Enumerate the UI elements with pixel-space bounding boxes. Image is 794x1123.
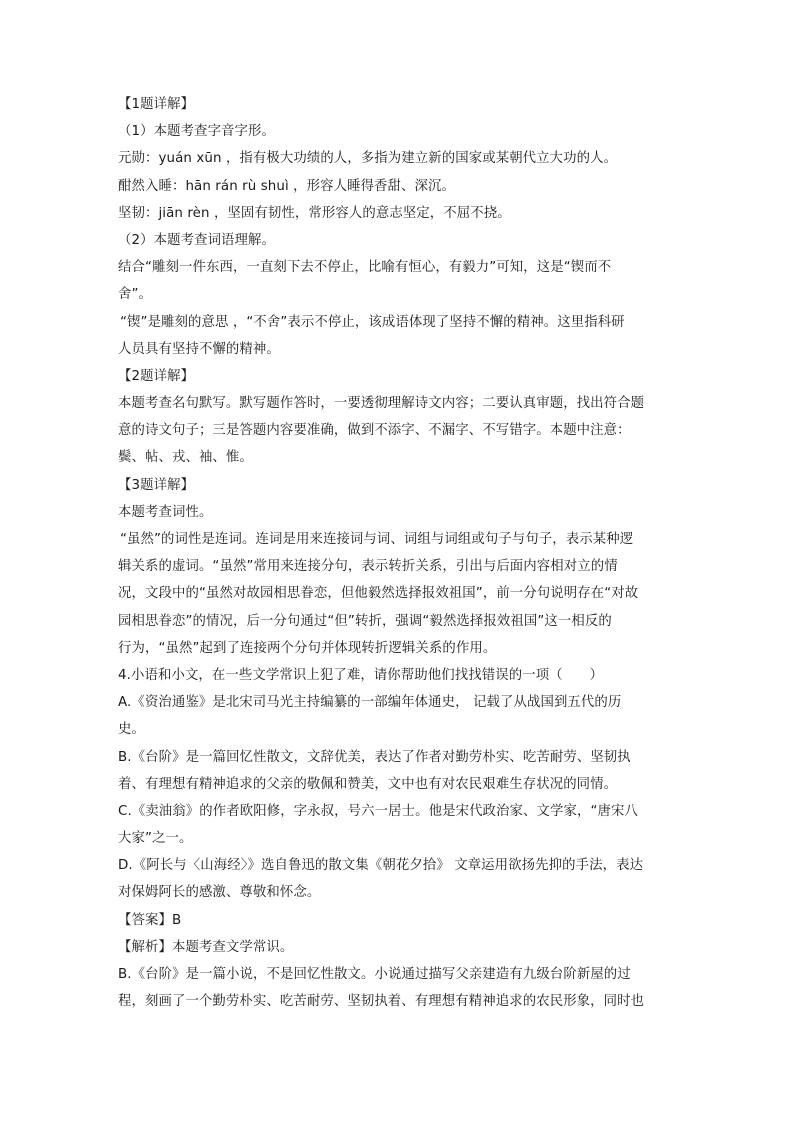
option-b-cont: 着、有理想有精神追求的父亲的敬佩和赞美，文中也有对农民艰难生存状况的同情。 [118, 776, 618, 792]
text-line: 鬓、帖、戎、袖、惟。 [118, 450, 253, 466]
section-heading-q1: 【1题详解】 [118, 97, 195, 112]
section-heading-q3: 【3题详解】 [118, 477, 195, 493]
option-d: D.《阿长与〈山海经〉》选自鲁迅的散文集《朝花夕拾》 文章运用欲扬先抑的手法，表达 [118, 858, 644, 874]
text-line: 本题考查词性。 [118, 504, 213, 520]
text-line: 坚韧：jiān rèn ，坚固有韧性，常形容人的意志坚定，不屈不挠。 [118, 205, 511, 221]
text-line: 况，文段中的“虽然对故园相思眷恋，但他毅然选择报效祖国”，前一分句说明存在“对故 [118, 586, 639, 602]
option-a: A.《资治通鉴》是北宋司马光主持编纂的一部编年体通史， 记载了从战国到五代的历 [118, 695, 622, 711]
option-c: C.《卖油翁》的作者欧阳修，字永叔，号六一居士。他是宋代政治家、文学家，“唐宋八 [118, 803, 638, 819]
text-line: 舍”。 [118, 287, 153, 303]
section-heading-q2: 【2题详解】 [118, 368, 195, 384]
text-line: （1）本题考查字音字形。 [118, 124, 276, 140]
question-4-stem: 4.小语和小文，在一些文学常识上犯了难，请你帮助他们找找错误的一项（ ） [118, 667, 604, 683]
text-line: “虽然”的词性是连词。连词是用来连接词与词、词组与词组或句子与句子，表示某种逻 [120, 532, 634, 547]
text-line: 酣然入睡：hān rán rù shuì ，形容人睡得香甜、深沉。 [118, 178, 456, 194]
text-line: B.《台阶》是一篇小说，不是回忆性散文。小说通过描写父亲建造有九级台阶新屋的过 [118, 967, 631, 982]
text-line: 结合“雕刻一件东西，一直刻下去不停止，比喻有恒心，有毅力”可知，这是“锲而不 [118, 260, 612, 276]
answer-line: 【答案】B [118, 912, 182, 928]
text-line: 辑关系的虚词。“虽然”常用来连接分句，表示转折关系，引出与后面内容相对立的情 [118, 559, 618, 575]
text-line: 行为，“虽然”起到了连接两个分句并体现转折逻辑关系的作用。 [118, 640, 497, 656]
text-line: 人员具有坚持不懈的精神。 [118, 341, 280, 357]
analysis-heading: 【解析】本题考查文学常识。 [118, 939, 294, 955]
option-c-cont: 大家”之一。 [118, 831, 193, 847]
text-line: （2）本题考查词语理解。 [118, 232, 276, 248]
option-a-cont: 史。 [118, 722, 145, 738]
text-line: 意的诗文句子；三是答题内容要准确，做到不添字、不漏字、不写错字。本题中注意： [118, 423, 631, 439]
text-line: 元勋：yuán xūn ，指有极大功绩的人，多指为建立新的国家或某朝代立大功的人。 [118, 151, 618, 167]
option-b: B.《台阶》是一篇回忆性散文，文辞优美，表达了作者对勤劳朴实、吃苦耐劳、坚韧执 [118, 749, 631, 765]
text-line: 程，刻画了一个勤劳朴实、吃苦耐劳、坚韧执着、有理想有精神追求的农民形象，同时也 [118, 994, 645, 1010]
text-line: 园相思眷恋”的情况，后一分句通过“但”转折，强调“毅然选择报效祖国”这一相反的 [118, 613, 612, 629]
text-line: 本题考查名句默写。默写题作答时，一要透彻理解诗文内容；二要认真审题，找出符合题 [118, 396, 645, 412]
document-body [118, 91, 678, 1015]
option-d-cont: 对保姆阿长的感激、尊敬和怀念。 [118, 885, 321, 901]
text-line: “锲”是雕刻的意思 ，“不舍”表示不停止，该成语体现了坚持不懈的精神。这里指科研 [120, 314, 625, 330]
